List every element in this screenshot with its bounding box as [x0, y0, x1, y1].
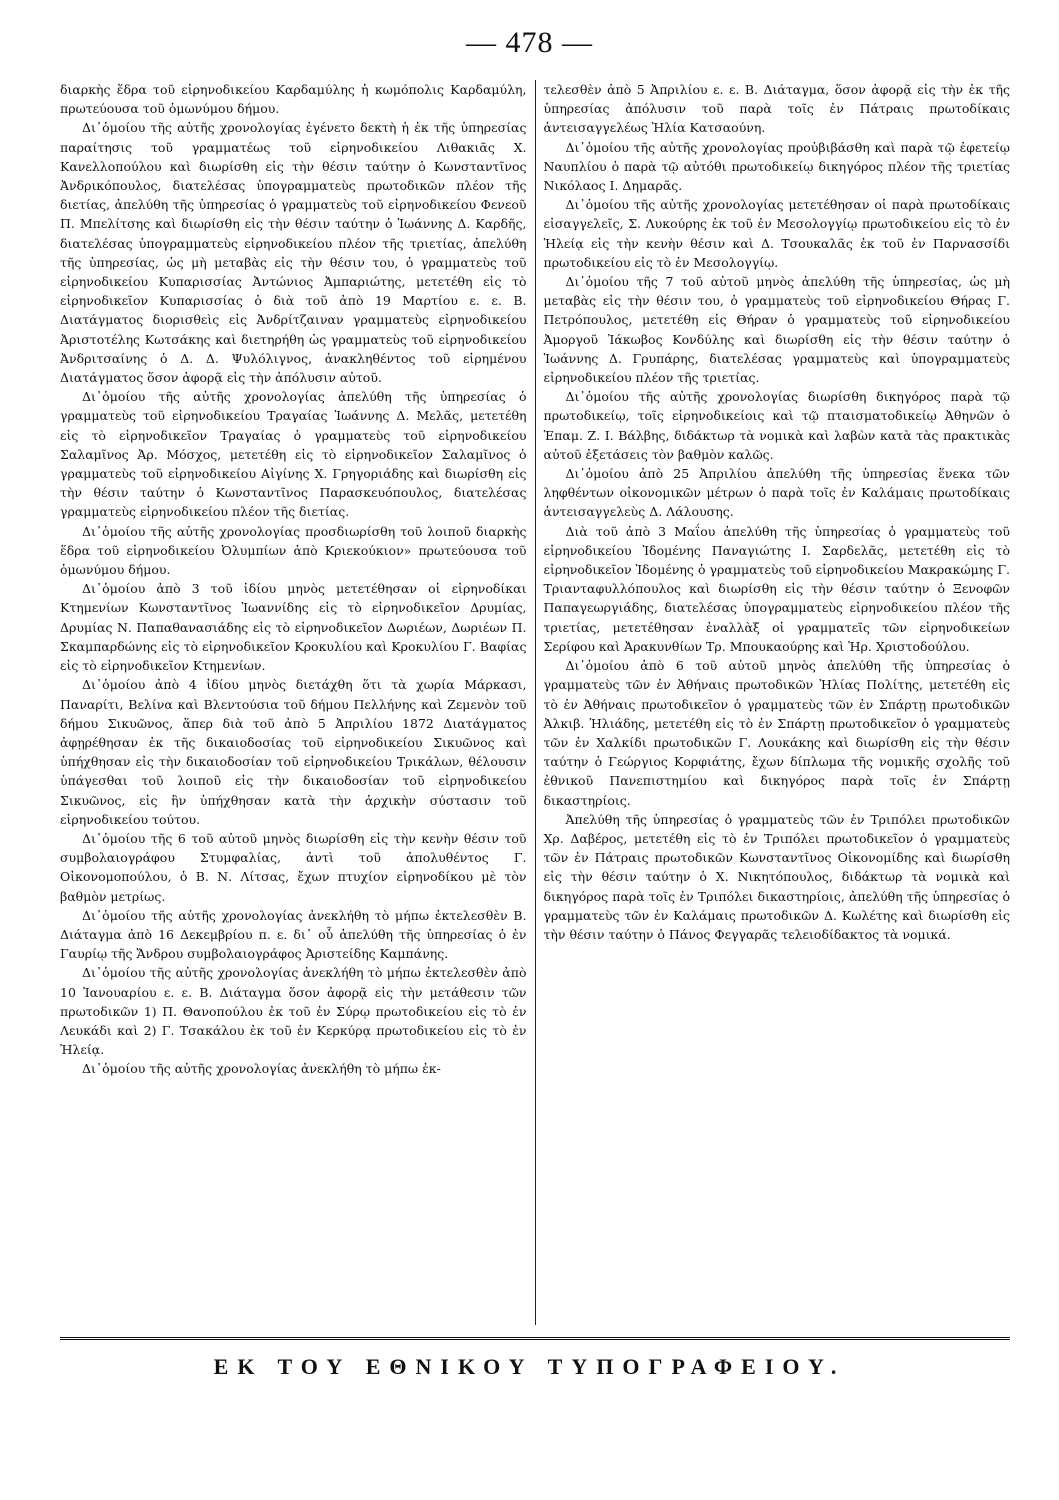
paragraph: Ἀπελύθη τῆς ὑπηρεσίας ὁ γραμματεὺς τῶν ἐν Τριπόλει πρωτοδικῶν Χρ. Δαβέρος, μετετέθη εἰς τὸ ἐν Τριπόλει πρωτοδικεῖον ὁ γραμματεὺς τῶν ἐν Πάτραις πρωτοδικῶν Κωνσταντῖνος Οἰκονομίδης καὶ διωρίσθη εἰς τὴν θέσιν ταύτην ὁ Χ. Νικητόπουλος, διδάκτωρ τὰ νομικὰ καὶ δικηγόρος παρὰ τοῖς ἐν Τριπόλει δικαστηρίοις, ἀπελύθη τῆς ὑπηρεσίας ὁ γραμματεὺς τῶν ἐν Καλάμαις πρωτοδικῶν Δ. Κωλέτης καὶ διωρίσθη εἰς τὴν θέσιν ταύτην ὁ Πάνος Φεγγαρᾶς τελειοδίδακτος τὰ νομικά.	[543, 811, 1010, 942]
paragraph: Δι᾽ὁμοίου τῆς αὐτῆς χρονολογίας μετετέθησαν οἱ παρὰ πρωτοδίκαις εἰσαγγελεῖς, Σ. Λυκούρης ἐκ τοῦ ἐν Μεσολογγίῳ πρωτοδικείου εἰς τὸ ἐν Ἠλείᾳ εἰς τὴν κενὴν θέσιν καὶ Δ. Τσουκαλᾶς ἐκ τοῦ ἐν Παρνασσίδι πρωτοδικείου εἰς τὸ ἐν Μεσολογγίῳ.	[543, 197, 1010, 270]
body-columns	[60, 80, 1010, 1325]
paragraph: Δι᾽ὁμοίου ἀπὸ 3 τοῦ ἰδίου μηνὸς μετετέθησαν οἱ εἰρηνοδίκαι Κτημενίων Κωνσταντῖνος Ἰωαννίδης εἰς τὸ εἰρηνοδικεῖον Δρυμίας, Δρυμίας Ν. Παπαθανασιάδης εἰς τὸ εἰρηνοδικεῖον Δωριέων, Δωριέων Π. Σκαμπαρδώνης εἰς τὸ εἰρηνοδικεῖον Κροκυλίου καὶ Κροκυλίου Γ. Βαφίας εἰς τὸ εἰρηνοδικεῖον Κτημενίων.	[60, 581, 527, 674]
right-column	[536, 80, 1011, 1325]
paragraph: Δι᾽ὁμοίου τῆς 7 τοῦ αὐτοῦ μηνὸς ἀπελύθη τῆς ὑπηρεσίας, ὡς μὴ μεταβὰς εἰς τὴν θέσιν του, ὁ γραμματεὺς τοῦ εἰρηνοδικείου Θήρας Γ. Πετρόπουλος, μετετέθη εἰς Θήραν ὁ γραμματεὺς τοῦ εἰρηνοδικείου Ἀμοργοῦ Ἰάκωβος Κονδύλης καὶ διωρίσθη εἰς τὴν θέσιν ταύτην ὁ Ἰωάννης Δ. Γρυπάρης, διατελέσας γραμματεὺς καὶ ὑπογραμματεὺς εἰρηνοδικείου πλέον τῆς τριετίας.	[543, 274, 1010, 386]
paragraph: τελεσθὲν ἀπὸ 5 Ἀπριλίου ε. ε. Β. Διάταγμα, ὅσον ἀφορᾷ εἰς τὴν ἐκ τῆς ὑπηρεσίας ἀπόλυσιν τοῦ παρὰ τοῖς ἐν Πάτραις πρωτοδίκαις ἀντεισαγγελέως Ἠλία Κατσαούνη.	[543, 82, 1010, 136]
paragraph: Δι᾽ὁμοίου ἀπὸ 4 ἰδίου μηνὸς διετάχθη ὅτι τὰ χωρία Μάρκασι, Παναρίτι, Βελίνα καὶ Βλεντούσια τοῦ δήμου Πελλήνης καὶ Ζεμενὸν τοῦ δήμου Σικυῶνος, ἅπερ διὰ τοῦ ἀπὸ 5 Ἀπριλίου 1872 Διατάγματος ἀφῃρέθησαν ἐκ τῆς δικαιοδοσίας τοῦ εἰρηνοδικείου Σικυῶνος καὶ ὑπήχθησαν εἰς τὴν δικαιοδοσίαν τοῦ εἰρηνοδικείου Τρικάλων, θέλουσιν ὑπάγεσθαι τοῦ λοιποῦ εἰς τὴν δικαιοδοσίαν τοῦ εἰρηνοδικείου Σικυῶνος, εἰς ἣν ὑπήχθησαν κατὰ τὴν ἀρχικὴν σύστασιν τοῦ εἰρηνοδικείου τούτου.	[60, 677, 527, 827]
paragraph: διαρκὴς ἕδρα τοῦ εἰρηνοδικείου Καρδαμύλης ἡ κωμόπολις Καρδαμύλη, πρωτεύουσα τοῦ ὁμωνύμου δήμου.	[60, 82, 527, 117]
bottom-rule	[60, 1337, 1010, 1340]
paragraph: Δι᾽ὁμοίου τῆς αὐτῆς χρονολογίας ἀνεκλήθη τὸ μήπω ἐκτελεσθὲν Β. Διάταγμα ἀπὸ 16 Δεκεμβρίου π. ε. δι᾽ οὗ ἀπελύθη τῆς ὑπηρεσίας ὁ ἐν Γαυρίῳ τῆς Ἄνδρου συμβολαιογράφος Ἀριστείδης Καμπάνης.	[60, 907, 527, 962]
paragraph: Δι᾽ὁμοίου τῆς αὐτῆς χρονολογίας ἐγένετο δεκτὴ ἡ ἐκ τῆς ὑπηρεσίας παραίτησις τοῦ γραμματέως τοῦ εἰρηνοδικείου Λιθακιᾶς Χ. Κανελλοπούλου καὶ διωρίσθη εἰς τὴν θέσιν ταύτην ὁ Κωνσταντῖνος Ἀνδρικόπουλος, διατελέσας ὑπογραμματεὺς πρωτοδικῶν πλέον τῆς διετίας, ἀπελύθη τῆς ὑπηρεσίας ὁ γραμματεὺς τοῦ εἰρηνοδικείου Φενεοῦ Π. Μπελίτσης καὶ διωρίσθη εἰς τὴν θέσιν ταύτην ὁ Ἰωάννης Δ. Καρδῆς, διατελέσας ὑπογραμματεὺς εἰρηνοδικείου πλέον τῆς τριετίας, ἀπελύθη τῆς ὑπηρεσίας, ὡς μὴ μεταβὰς εἰς τὴν θέσιν του, ὁ γραμματεὺς τοῦ εἰρηνοδικείου Κυπαρισσίας Ἀντώνιος Ἀμπαριώτης, μετετέθη εἰς τὸ εἰρηνοδικεῖον Κυπαρισσίας ὁ διὰ τοῦ ἀπὸ 19 Μαρτίου ε. ε. Β. Διατάγματος διορισθεὶς εἰς Ἀνδρίτζαιναν γραμματεὺς εἰρηνοδικείου Ἀριστοτέλης Κωτσάκης καὶ διετηρήθη ὡς γραμματεὺς τοῦ εἰρηνοδικείου Ἀνδριτσαίνης ὁ Δ. Δ. Ψυλόλιγνος, ἀνακληθέντος τοῦ εἰρημένου Διατάγματος ὅσον ἀφορᾷ εἰς τὴν ἀπόλυσιν αὐτοῦ.	[60, 120, 527, 386]
paragraph: Δι᾽ὁμοίου ἀπὸ 25 Ἀπριλίου ἀπελύθη τῆς ὑπηρεσίας ἕνεκα τῶν ληφθέντων οἰκονομικῶν μέτρων ὁ παρὰ τοῖς ἐν Καλάμαις πρωτοδίκαις ἀντεισαγγελεὺς Δ. Λάλουσης.	[543, 466, 1010, 520]
paragraph: Δι᾽ὁμοίου τῆς αὐτῆς χρονολογίας διωρίσθη δικηγόρος παρὰ τῷ πρωτοδικείῳ, τοῖς εἰρηνοδικείοις καὶ τῷ πταισματοδικείῳ Ἀθηνῶν ὁ Ἐπαμ. Ζ. Ι. Βάλβης, διδάκτωρ τὰ νομικὰ καὶ λαβὼν κατὰ τὰς πρακτικὰς αὐτοῦ ἐξετάσεις τὸν βαθμὸν καλῶς.	[543, 389, 1010, 462]
paragraph: Δι᾽ὁμοίου τῆς αὐτῆς χρονολογίας προσδιωρίσθη τοῦ λοιποῦ διαρκὴς ἕδρα τοῦ εἰρηνοδικείου Ὀλυμπίων ἀπὸ Κριεκούκιον» πρωτεύουσα τοῦ ὁμωνύμου δήμου.	[60, 523, 527, 578]
page-number: — 478 —	[466, 26, 593, 59]
left-column	[60, 80, 535, 1325]
paragraph: Δι᾽ὁμοίου τῆς 6 τοῦ αὐτοῦ μηνὸς διωρίσθη εἰς τὴν κενὴν θέσιν τοῦ συμβολαιογράφου Στυμφαλίας, ἀντὶ τοῦ ἀπολυθέντος Γ. Οἰκονομοπούλου, ὁ Β. Ν. Λίτσας, ἔχων πτυχίον εἰρηνοδίκου μὲ τὸν βαθμὸν μετρίως.	[60, 830, 527, 904]
paragraph: Δι᾽ὁμοίου τῆς αὐτῆς χρονολογίας ἀνεκλήθη τὸ μήπω ἐκτελεσθὲν ἀπὸ 10 Ἰανουαρίου ε. ε. Β. Διάταγμα ὅσον ἀφορᾷ εἰς τὴν μετάθεσιν τῶν πρωτοδικῶν 1) Π. Θανοπούλου ἐκ τοῦ ἐν Σύρῳ πρωτοδικείου εἰς τὸ ἐν Λευκάδι καὶ 2) Γ. Τσακάλου ἐκ τοῦ ἐν Κερκύρᾳ πρωτοδικείου εἰς τὸ ἐν Ἠλείᾳ.	[60, 965, 527, 1058]
paragraph: Δι᾽ὁμοίου τῆς αὐτῆς χρονολογίας ἀνεκλήθη τὸ μήπω ἐκ-	[82, 1061, 441, 1077]
paragraph: Διὰ τοῦ ἀπὸ 3 Μαΐου ἀπελύθη τῆς ὑπηρεσίας ὁ γραμματεὺς τοῦ εἰρηνοδικείου Ἰδομένης Παναγιώτης Ι. Σαρδελᾶς, μετετέθη εἰς τὸ εἰρηνοδικεῖον Ἰδομένης ὁ γραμματεὺς τοῦ εἰρηνοδικείου Μακρακώμης Γ. Τριανταφυλλόπουλος καὶ διωρίσθη εἰς τὴν θέσιν ταύτην ὁ Ξενοφῶν Παπαγεωργιάδης, διατελέσας ὑπογραμματεὺς εἰρηνοδικείου πλέον τῆς τριετίας, μετετέθησαν ἐναλλὰξ οἱ γραμματεῖς τῶν εἰρηνοδικείων Σερίφου καὶ Ἀρακυνθίων Τρ. Μπουκαούρης καὶ Ἡρ. Χριστοδούλου.	[543, 523, 1010, 654]
paragraph: Δι᾽ὁμοίου τῆς αὐτῆς χρονολογίας προὐβιβάσθη καὶ παρὰ τῷ ἐφετείῳ Ναυπλίου ὁ παρὰ τῷ αὐτόθι πρωτοδικείῳ δικηγόρος πλέον τῆς τριετίας Νικόλαος Ι. Δημαρᾶς.	[543, 139, 1010, 194]
paragraph: Δι᾽ὁμοίου τῆς αὐτῆς χρονολογίας ἀπελύθη τῆς ὑπηρεσίας ὁ γραμματεὺς τοῦ εἰρηνοδικείου Τραγαίας Ἰωάννης Δ. Μελᾶς, μετετέθη εἰς τὸ εἰρηνοδικεῖον Τραγαίας ὁ γραμματεὺς τοῦ εἰρηνοδικείου Σαλαμῖνος Ἀρ. Μόσχος, μετετέθη εἰς τὸ εἰρηνοδικεῖον Σαλαμῖνος ὁ γραμματεὺς τοῦ εἰρηνοδικείου Αἰγίνης Χ. Γρηγοριάδης καὶ διωρίσθη εἰς τὴν θέσιν ταύτην ὁ Κωνσταντῖνος Παρασκευόπουλος, διατελέσας γραμματεὺς εἰρηνοδικείου πλέον τῆς διετίας.	[60, 389, 527, 520]
printer-footer: ΕΚ ΤΟΥ ΕΘΝΙΚΟΥ ΤΥΠΟΓΡΑΦΕΙΟΥ.	[213, 1354, 846, 1379]
paragraph: Δι᾽ὁμοίου ἀπὸ 6 τοῦ αὐτοῦ μηνὸς ἀπελύθη τῆς ὑπηρεσίας ὁ γραμματεὺς τῶν ἐν Ἀθήναις πρωτοδικῶν Ἠλίας Πολίτης, μετετέθη εἰς τὸ ἐν Ἀθήναις πρωτοδικεῖον ὁ γραμματεὺς τῶν ἐν Σπάρτῃ πρωτοδικῶν Ἀλκιβ. Ἠλιάδης, μετετέθη εἰς τὸ ἐν Σπάρτῃ πρωτοδικεῖον ὁ γραμματεὺς τῶν ἐν Χαλκίδι πρωτοδικῶν Γ. Λουκάκης καὶ διωρίσθη εἰς τὴν θέσιν ταύτην ὁ Γεώργιος Κορφιάτης, ἔχων δίπλωμα τῆς νομικῆς σχολῆς τοῦ ἐθνικοῦ Πανεπιστημίου καὶ δικηγόρος παρὰ τοῖς ἐν Σπάρτῃ δικαστηρίοις.	[543, 658, 1010, 808]
